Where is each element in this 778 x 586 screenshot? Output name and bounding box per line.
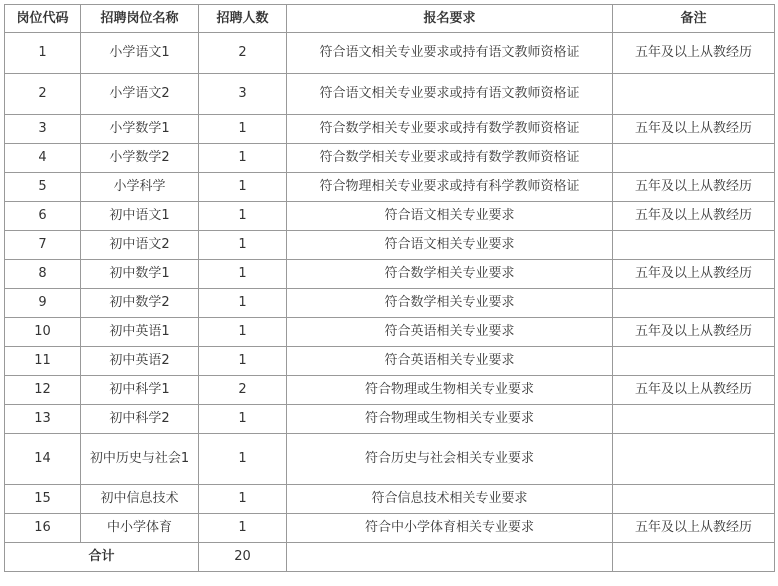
table-row [5,202,775,231]
requirement-cell: 符合数学相关专业要求 [287,260,613,289]
recruitment-table [4,4,775,572]
requirement-cell: 符合语文相关专业要求 [287,231,613,260]
position-name-cell: 中小学体育 [81,514,199,543]
header-count: 招聘人数 [199,5,287,33]
note-cell [613,231,775,260]
position-name-cell: 初中语文1 [81,202,199,231]
table-row [5,514,775,543]
table-row [5,260,775,289]
recruit-count-cell: 1 [199,514,287,543]
position-code-cell: 14 [5,434,81,485]
requirement-cell: 符合数学相关专业要求或持有数学教师资格证 [287,115,613,144]
requirement-cell: 符合语文相关专业要求 [287,202,613,231]
position-code-cell: 1 [5,33,81,74]
position-code-cell: 11 [5,347,81,376]
header-requirement: 报名要求 [287,5,613,33]
position-name-cell: 小学语文2 [81,74,199,115]
position-name-cell: 初中语文2 [81,231,199,260]
table-row [5,434,775,485]
position-name-cell: 小学数学2 [81,144,199,173]
recruit-count-cell: 1 [199,144,287,173]
table-row [5,405,775,434]
position-code-cell: 5 [5,173,81,202]
note-cell: 五年及以上从教经历 [613,173,775,202]
position-code-cell: 7 [5,231,81,260]
note-cell [613,144,775,173]
requirement-cell: 符合数学相关专业要求或持有数学教师资格证 [287,144,613,173]
position-name-cell: 初中英语1 [81,318,199,347]
table-row [5,289,775,318]
note-cell [613,405,775,434]
position-name-cell: 初中科学2 [81,405,199,434]
table-row [5,115,775,144]
total-label: 合计 [5,543,199,572]
requirement-cell: 符合中小学体育相关专业要求 [287,514,613,543]
header-note: 备注 [613,5,775,33]
recruit-count-cell: 1 [199,434,287,485]
position-name-cell: 初中信息技术 [81,485,199,514]
position-name-cell: 小学语文1 [81,33,199,74]
requirement-cell: 符合英语相关专业要求 [287,318,613,347]
recruit-count-cell: 1 [199,485,287,514]
requirement-cell: 符合信息技术相关专业要求 [287,485,613,514]
recruit-count-cell: 3 [199,74,287,115]
recruit-count-cell: 2 [199,376,287,405]
table-row [5,318,775,347]
note-cell: 五年及以上从教经历 [613,376,775,405]
position-code-cell: 10 [5,318,81,347]
recruit-count-cell: 1 [199,318,287,347]
position-code-cell: 12 [5,376,81,405]
recruit-count-cell: 1 [199,347,287,376]
table-row [5,485,775,514]
table-row [5,376,775,405]
requirement-cell: 符合物理或生物相关专业要求 [287,376,613,405]
note-cell: 五年及以上从教经历 [613,514,775,543]
recruit-count-cell: 1 [199,115,287,144]
table-row [5,173,775,202]
total-count: 20 [199,543,287,572]
position-name-cell: 小学科学 [81,173,199,202]
note-cell [613,434,775,485]
total-note-cell [613,543,775,572]
header-code: 岗位代码 [5,5,81,33]
position-name-cell: 小学数学1 [81,115,199,144]
position-code-cell: 3 [5,115,81,144]
requirement-cell: 符合语文相关专业要求或持有语文教师资格证 [287,33,613,74]
recruit-count-cell: 1 [199,173,287,202]
recruit-count-cell: 2 [199,33,287,74]
position-code-cell: 8 [5,260,81,289]
total-row [5,543,775,572]
note-cell: 五年及以上从教经历 [613,260,775,289]
note-cell [613,289,775,318]
position-code-cell: 15 [5,485,81,514]
recruit-count-cell: 1 [199,202,287,231]
recruit-count-cell: 1 [199,289,287,318]
requirement-cell: 符合语文相关专业要求或持有语文教师资格证 [287,74,613,115]
position-code-cell: 16 [5,514,81,543]
note-cell [613,74,775,115]
table-row [5,144,775,173]
position-name-cell: 初中历史与社会1 [81,434,199,485]
note-cell [613,347,775,376]
position-name-cell: 初中数学1 [81,260,199,289]
position-code-cell: 9 [5,289,81,318]
table-row [5,347,775,376]
table-row [5,74,775,115]
position-name-cell: 初中科学1 [81,376,199,405]
table-header-row [5,5,775,33]
position-code-cell: 13 [5,405,81,434]
table-body [5,33,775,543]
position-code-cell: 2 [5,74,81,115]
note-cell: 五年及以上从教经历 [613,115,775,144]
note-cell: 五年及以上从教经历 [613,33,775,74]
recruit-count-cell: 1 [199,405,287,434]
recruit-count-cell: 1 [199,260,287,289]
requirement-cell: 符合数学相关专业要求 [287,289,613,318]
note-cell [613,485,775,514]
note-cell: 五年及以上从教经历 [613,202,775,231]
total-requirement-cell [287,543,613,572]
requirement-cell: 符合历史与社会相关专业要求 [287,434,613,485]
position-code-cell: 6 [5,202,81,231]
position-name-cell: 初中数学2 [81,289,199,318]
position-code-cell: 4 [5,144,81,173]
header-name: 招聘岗位名称 [81,5,199,33]
requirement-cell: 符合物理相关专业要求或持有科学教师资格证 [287,173,613,202]
requirement-cell: 符合英语相关专业要求 [287,347,613,376]
recruit-count-cell: 1 [199,231,287,260]
note-cell: 五年及以上从教经历 [613,318,775,347]
requirement-cell: 符合物理或生物相关专业要求 [287,405,613,434]
table-row [5,33,775,74]
position-name-cell: 初中英语2 [81,347,199,376]
table-row [5,231,775,260]
